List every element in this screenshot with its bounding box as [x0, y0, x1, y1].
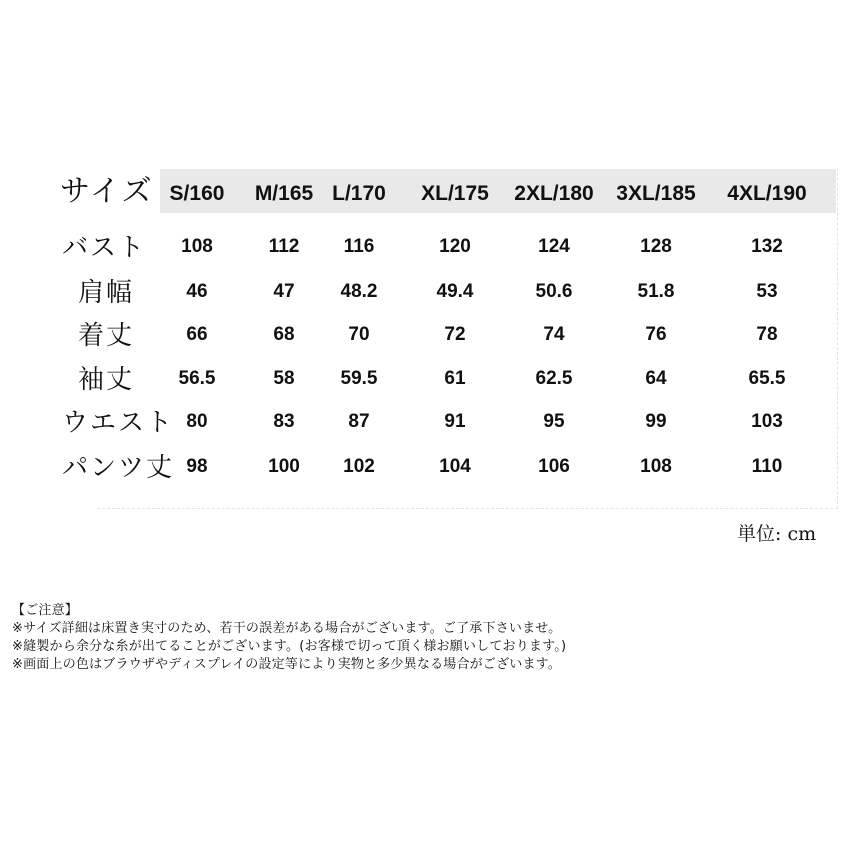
table-cell: 106	[538, 456, 570, 477]
size-header-cell: M/165	[254, 182, 314, 205]
size-header-cell: S/160	[169, 182, 225, 205]
table-cell: 49.4	[436, 281, 474, 302]
header-label: サイズ	[60, 174, 154, 209]
size-header-cell: 2XL/180	[514, 182, 594, 205]
note-line: ※縫製から余分な糸が出てることがございます。(お客様で切って頂く様お願いしております。)	[12, 639, 567, 654]
table-cell: 56.5	[178, 368, 216, 389]
notes-title: 【ご注意】	[12, 603, 79, 618]
table-cell: 100	[268, 456, 300, 477]
table-cell: 51.8	[637, 281, 675, 302]
table-cell: 47	[273, 281, 295, 302]
table-cell: 99	[645, 411, 667, 432]
table-cell: 91	[444, 411, 466, 432]
row-label: 肩幅	[78, 278, 135, 308]
row-label: バスト	[62, 233, 147, 263]
table-cell: 48.2	[340, 281, 378, 302]
table-cell: 124	[538, 236, 570, 257]
table-cell: 80	[186, 411, 208, 432]
unit-label: 単位: cm	[737, 523, 817, 545]
table-cell: 76	[645, 324, 667, 345]
table-cell: 72	[444, 324, 466, 345]
row-label: パンツ丈	[62, 453, 175, 483]
row-label: ウエスト	[62, 408, 175, 438]
table-cell: 128	[640, 236, 672, 257]
table-cell: 108	[181, 236, 213, 257]
size-header-cell: 4XL/190	[727, 182, 807, 205]
table-cell: 110	[751, 456, 783, 477]
table-cell: 132	[751, 236, 783, 257]
table-cell: 70	[348, 324, 370, 345]
table-cell: 95	[543, 411, 565, 432]
table-cell: 74	[543, 324, 565, 345]
size-header-cell: L/170	[332, 182, 386, 205]
table-cell: 87	[348, 411, 370, 432]
table-cell: 65.5	[748, 368, 786, 389]
size-header-cell: 3XL/185	[616, 182, 696, 205]
notes-section	[12, 602, 832, 674]
table-cell: 62.5	[535, 368, 573, 389]
table-cell: 104	[439, 456, 471, 477]
table-cell: 61	[444, 368, 466, 389]
table-cell: 108	[640, 456, 672, 477]
note-line: ※サイズ詳細は床置き実寸のため、若干の誤差がある場合がございます。ご了承下さいませ。	[12, 621, 562, 636]
table-cell: 66	[186, 324, 208, 345]
table-cell: 46	[186, 281, 208, 302]
table-cell: 53	[756, 281, 778, 302]
table-cell: 83	[273, 411, 295, 432]
table-cell: 120	[439, 236, 471, 257]
table-cell: 59.5	[340, 368, 378, 389]
note-line: ※画面上の色はブラウザやディスプレイの設定等により実物と多少異なる場合がございます。	[12, 657, 562, 672]
table-cell: 68	[273, 324, 295, 345]
table-cell: 50.6	[535, 281, 573, 302]
table-cell: 116	[343, 236, 375, 257]
table-cell: 98	[186, 456, 208, 477]
row-label: 着丈	[78, 321, 135, 351]
size-header-cell: XL/175	[421, 182, 489, 205]
table-cell: 64	[645, 368, 667, 389]
table-cell: 102	[343, 456, 375, 477]
table-cell: 58	[273, 368, 295, 389]
table-cell: 103	[751, 411, 783, 432]
table-cell: 112	[268, 236, 300, 257]
table-cell: 78	[756, 324, 778, 345]
row-label: 袖丈	[78, 365, 135, 395]
